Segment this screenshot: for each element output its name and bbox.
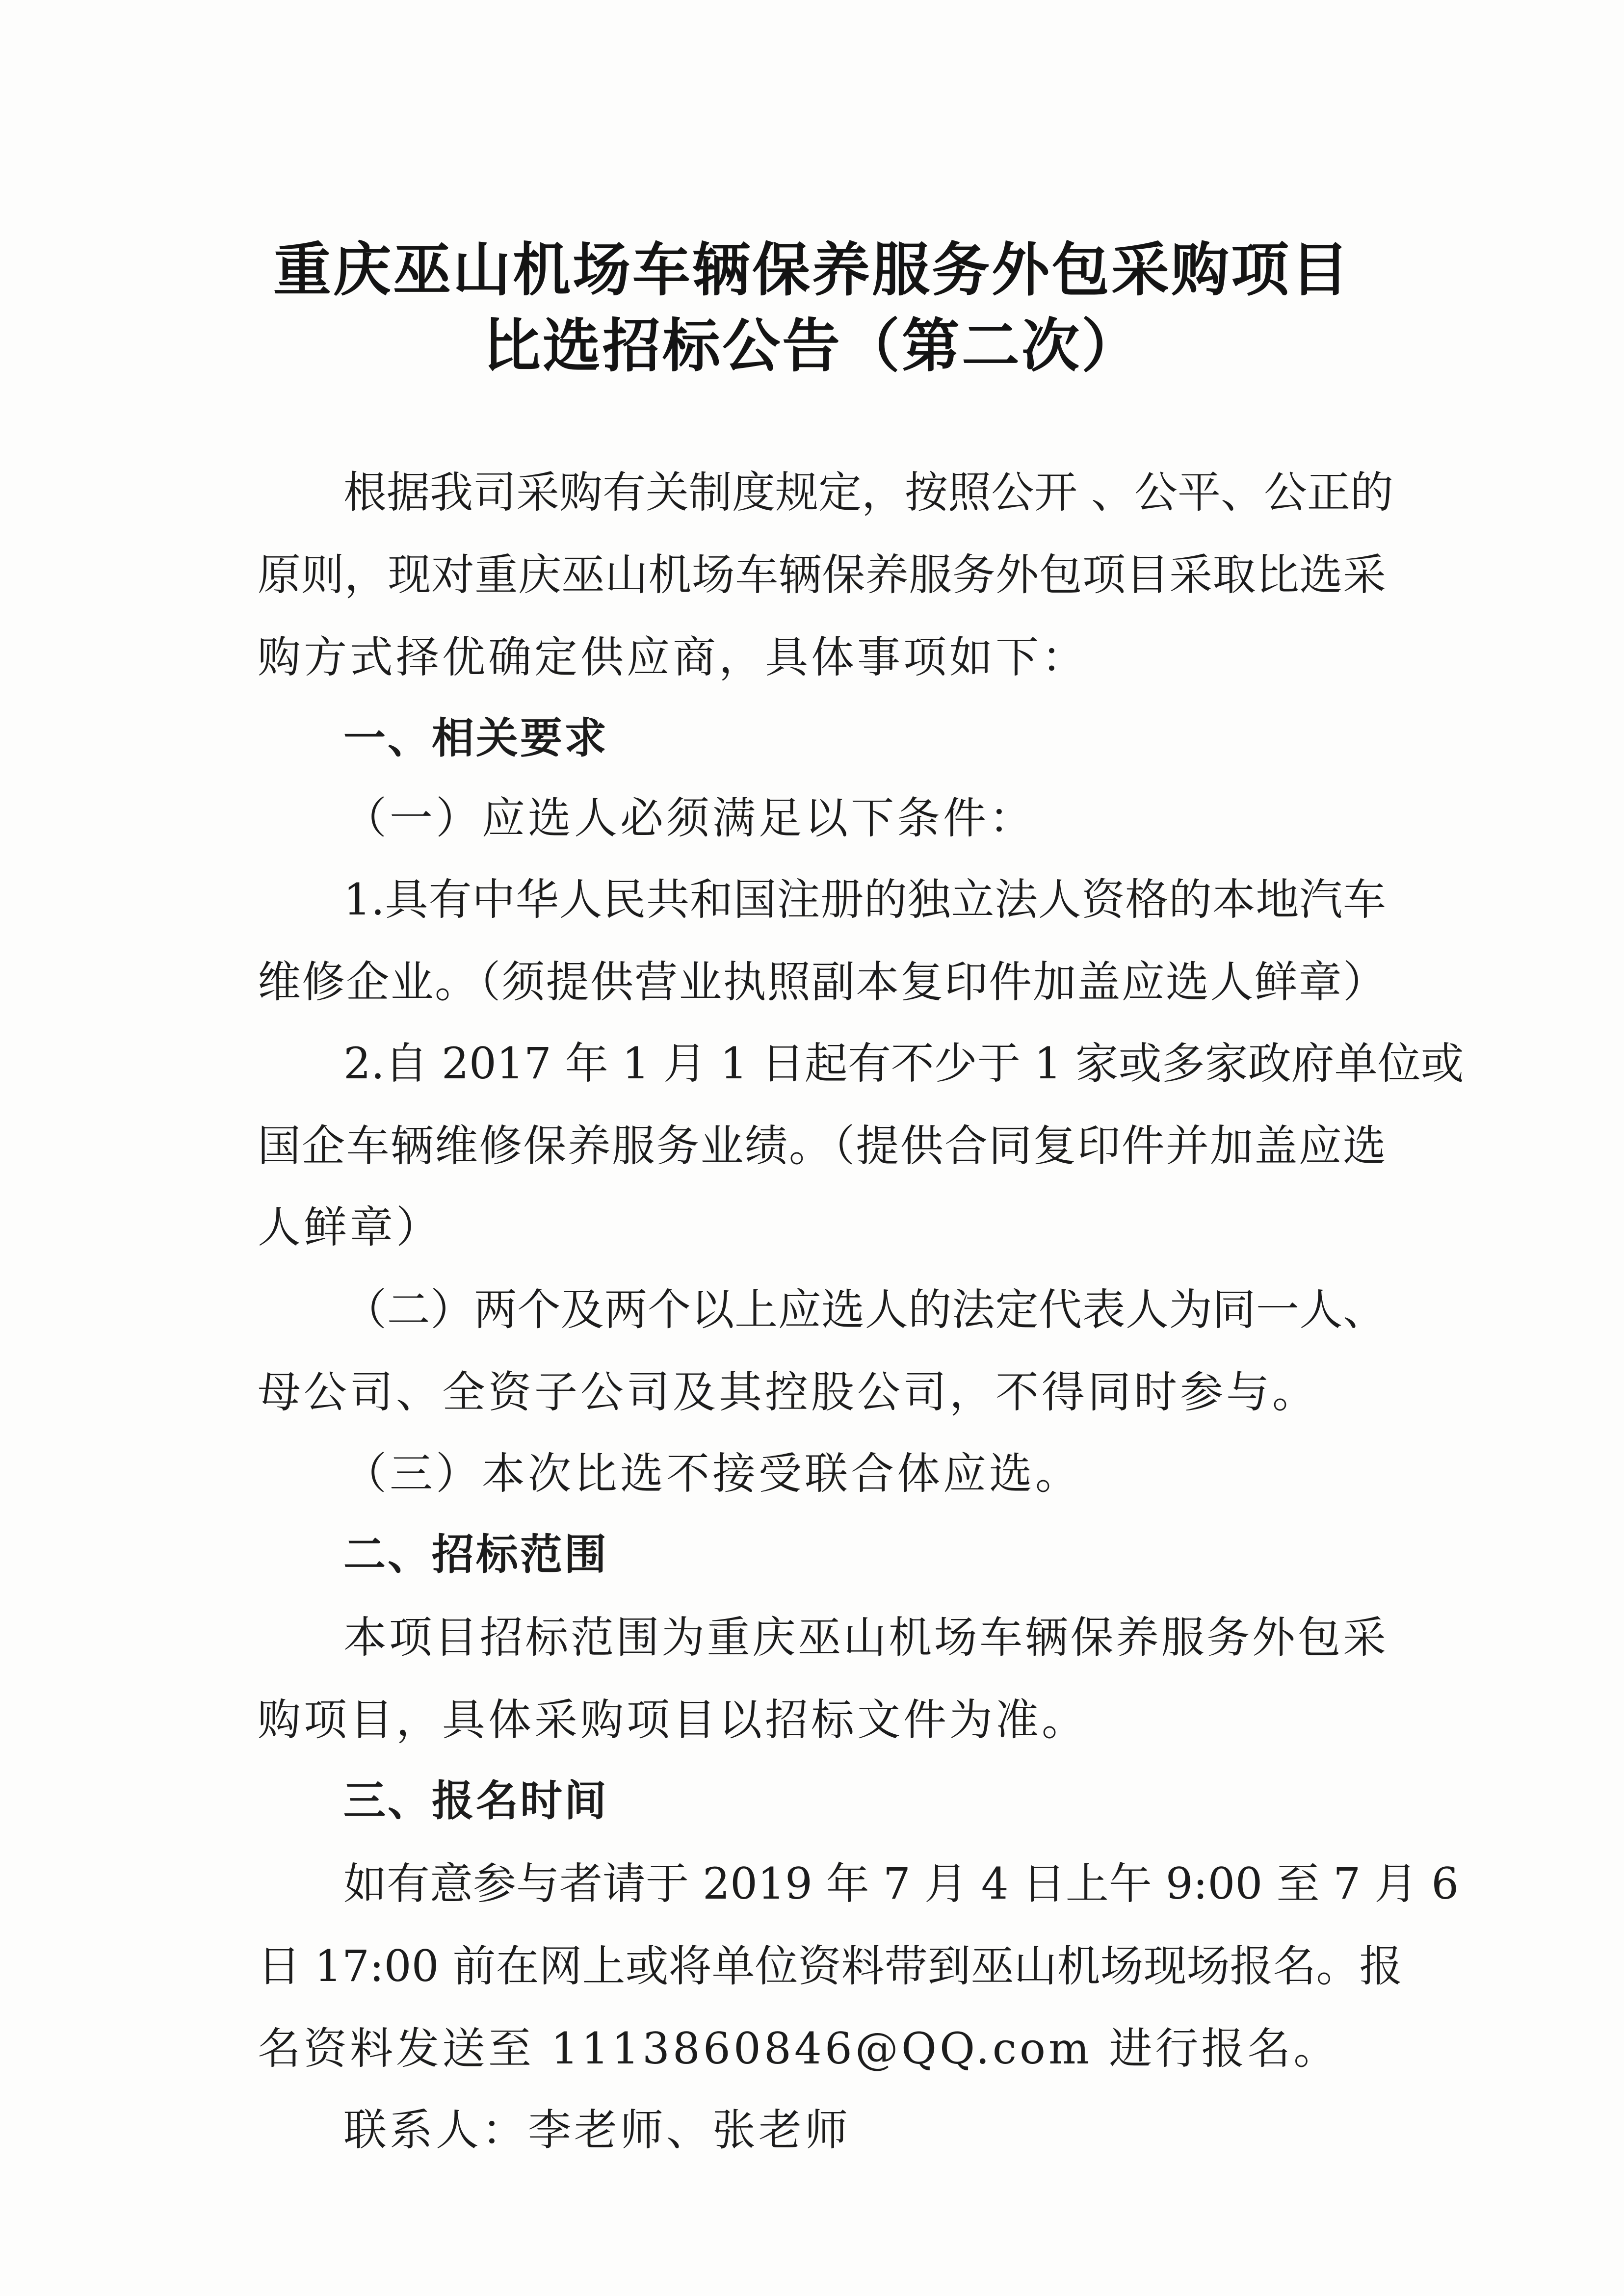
section-2-heading: 二、招标范围 (343, 1530, 608, 1579)
intro-line-2: 原则，现对重庆巫山机场车辆保养服务外包项目采取比选采 (258, 549, 1386, 600)
intro-line-3: 购方式择优确定供应商，具体事项如下： (258, 632, 1088, 682)
section-1-sub-3: （三）本次比选不接受联合体应选。 (343, 1448, 1082, 1499)
section-2-body-line-1: 本项目招标范围为重庆巫山机场车辆保养服务外包采 (343, 1612, 1386, 1663)
section-1-heading: 一、相关要求 (343, 714, 608, 763)
section-2-body-line-2: 购项目，具体采购项目以招标文件为准。 (258, 1695, 1088, 1745)
document-title-line-1: 重庆巫山机场车辆保养服务外包采购项目 (273, 235, 1351, 304)
intro-line-1: 根据我司采购有关制度规定，按照公开 、公平、公正的 (343, 467, 1393, 518)
section-3-heading: 三、报名时间 (343, 1776, 608, 1826)
section-1-item-2-line-2: 国企车辆维修保养服务业绩。（提供合同复印件并加盖应选 (258, 1121, 1386, 1171)
section-1-sub-1: （一）应选人必须满足以下条件： (343, 793, 1036, 843)
section-3-body-line-2: 日 17:00 前在网上或将单位资料带到巫山机场现场报名。报 (258, 1941, 1403, 1991)
section-1-sub-2-line-1: （二）两个及两个以上应选人的法定代表人为同一人、 (343, 1284, 1386, 1335)
section-1-sub-2-line-2: 母公司、全资子公司及其控股公司，不得同时参与。 (258, 1367, 1319, 1417)
section-1-item-2-line-1: 2.自 2017 年 1 月 1 日起有不少于 1 家或多家政府单位或 (343, 1038, 1464, 1089)
contact-line: 联系人：李老师、张老师 (343, 2105, 851, 2155)
document-title-line-2: 比选招标公告（第二次） (482, 312, 1141, 380)
section-1-item-1-line-1: 1.具有中华人民共和国注册的独立法人资格的本地汽车 (343, 874, 1386, 925)
section-1-item-2-line-3: 人鲜章） (258, 1202, 443, 1252)
section-1-item-1-line-2: 维修企业。（须提供营业执照副本复印件加盖应选人鲜章） (258, 957, 1386, 1007)
section-3-body-line-3: 名资料发送至 1113860846@QQ.com 进行报名。 (258, 2023, 1340, 2074)
section-3-body-line-1: 如有意参与者请于 2019 年 7 月 4 日上午 9:00 至 7 月 6 (343, 1858, 1459, 1909)
